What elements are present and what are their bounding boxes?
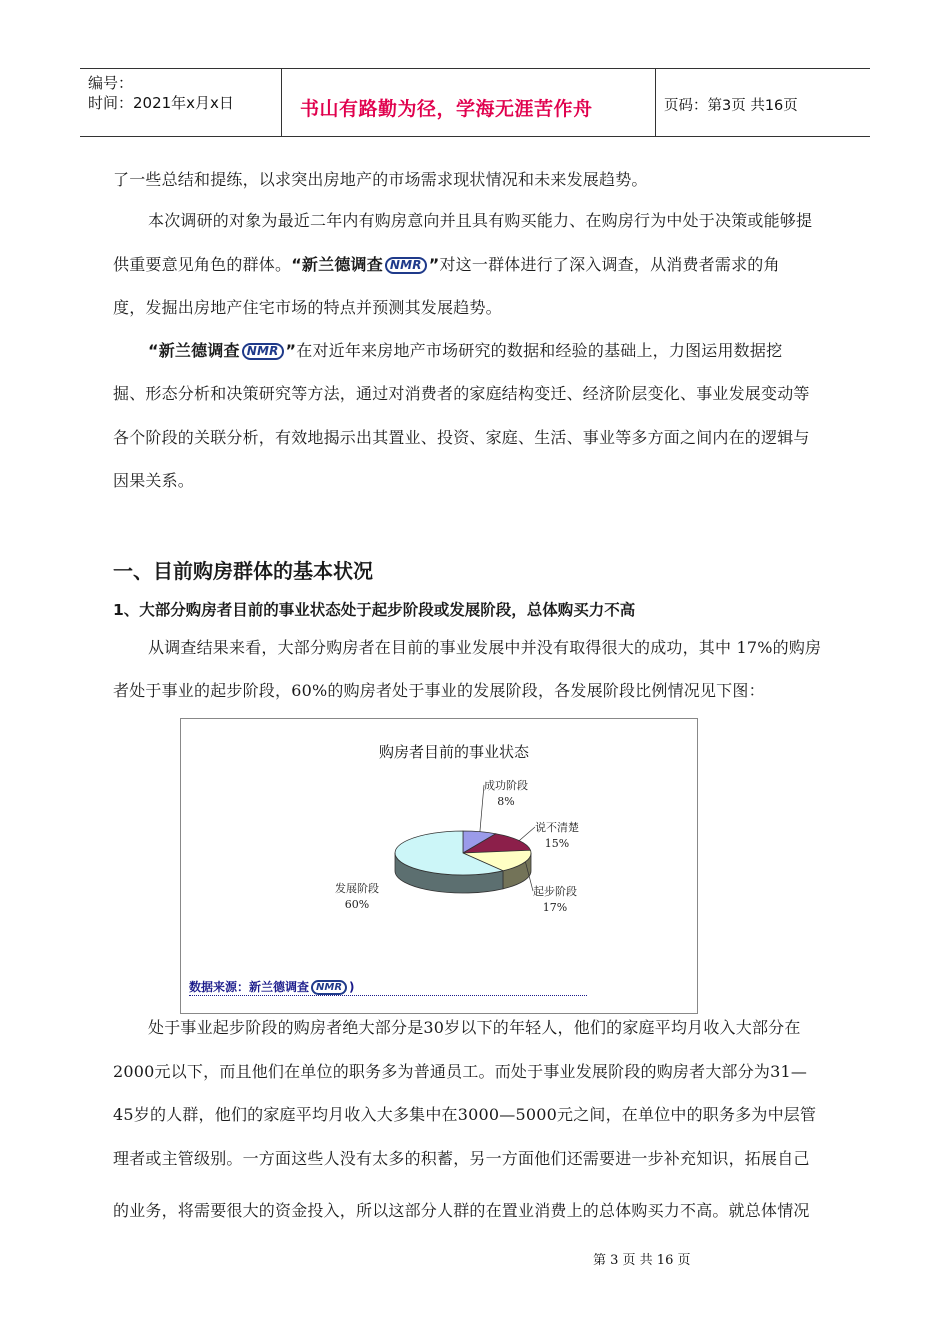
pie-chart-figure [180,718,698,1014]
pie-label-name: 发展阶段 [335,882,379,895]
body-line-2: 2000元以下，而且他们在单位的职务多为普通员工。而处于事业发展阶段的购房者大部分为31— [113,1062,808,1081]
header-date: 时间：2021年x月x日 [88,94,234,112]
pie-label-name: 成功阶段 [484,779,528,792]
section-heading: 一、目前购房群体的基本状况 [113,559,373,583]
section-p-line-1: 从调查结果来看，大部分购房者在目前的事业发展中并没有取得很大的成功，其中 17%的购房 [148,638,822,657]
chart-source-close: ) [349,980,355,994]
brand-name: “新兰德调查 [148,341,240,360]
page-footer: 第 3 页 共 16 页 [593,1253,691,1268]
nmr-logo: NMR [385,257,427,274]
header-divider-left [281,68,282,137]
chart-source [189,978,587,996]
pie-leader-line [480,785,484,832]
brand-name: “新兰德调查 [291,255,383,274]
nmr-logo: NMR [311,980,347,995]
pie-label-name: 起步阶段 [533,885,577,898]
brand-quote-close: ” [285,341,297,360]
pie-label-name: 说不清楚 [535,821,579,834]
chart-source-label: 数据来源：新兰德调查 [189,980,310,994]
intro-p2-line-3: 度，发掘出房地产住宅市场的特点并预测其发展趋势。 [113,298,502,317]
intro-p3-line-4: 因果关系。 [113,471,195,490]
intro-p3-line-2: 掘、形态分析和决策研究等方法，通过对消费者的家庭结构变迁、经济阶层变化、事业发展变动等 [113,384,810,403]
subsection-heading: 1、大部分购房者目前的事业状态处于起步阶段或发展阶段，总体购买力不高 [113,601,636,619]
header-page-info: 页码：第3页 共16页 [664,98,798,114]
intro-p3-line-1-text: 在对近年来房地产市场研究的数据和经验的基础上，力图运用数据挖 [296,341,783,360]
intro-p3-line-1 [148,341,782,361]
pie-chart [181,759,695,1009]
intro-p2-line-2 [113,255,780,275]
body-line-5: 的业务，将需要很大的资金投入，所以这部分人群的在置业消费上的总体购买力不高。就总体情况 [113,1201,810,1220]
intro-line-1: 了一些总结和提练，以求突出房地产的市场需求现状情况和未来发展趋势。 [113,170,648,189]
pie-label-value: 8% [497,795,515,808]
brand-quote-close: ” [428,255,440,274]
body-line-1: 处于事业起步阶段的购房者绝大部分是30岁以下的年轻人，他们的家庭平均月收入大部分在 [148,1018,801,1037]
header-divider-right [655,68,656,137]
header-top-rule [80,68,870,69]
pie-label-value: 17% [542,901,568,914]
pie-label-value: 60% [344,898,370,911]
nmr-logo: NMR [242,343,284,360]
header-bottom-rule [80,136,870,137]
body-line-4: 理者或主管级别。一方面这些人没有太多的积蓄，另一方面他们还需要进一步补充知识，拓展自己 [113,1149,810,1168]
body-line-3: 45岁的人群，他们的家庭平均月收入大多集中在3000—5000元之间，在单位中的职务多为中层管 [113,1105,817,1124]
section-p-line-2: 者处于事业的起步阶段，60%的购房者处于事业的发展阶段，各发展阶段比例情况见下图： [113,681,765,700]
intro-p3-line-3: 各个阶段的关联分析，有效地揭示出其置业、投资、家庭、生活、事业等多方面之间内在的逻辑与 [113,428,810,447]
intro-p2-line-2-end: 对这一群体进行了深入调查，从消费者需求的角 [439,255,780,274]
chart-title: 购房者目前的事业状态 [379,743,530,761]
header-number-label: 编号： [88,74,134,92]
intro-p2-line-2-start: 供重要意见角色的群体。 [113,255,292,274]
intro-p2-line-1: 本次调研的对象为最近二年内有购房意向并且具有购买能力、在购房行为中处于决策或能够提 [148,211,813,230]
header-motto: 书山有路勤为径，学海无涯苦作舟 [300,98,593,120]
pie-leader-line [519,827,535,841]
pie-label-value: 15% [544,837,570,850]
